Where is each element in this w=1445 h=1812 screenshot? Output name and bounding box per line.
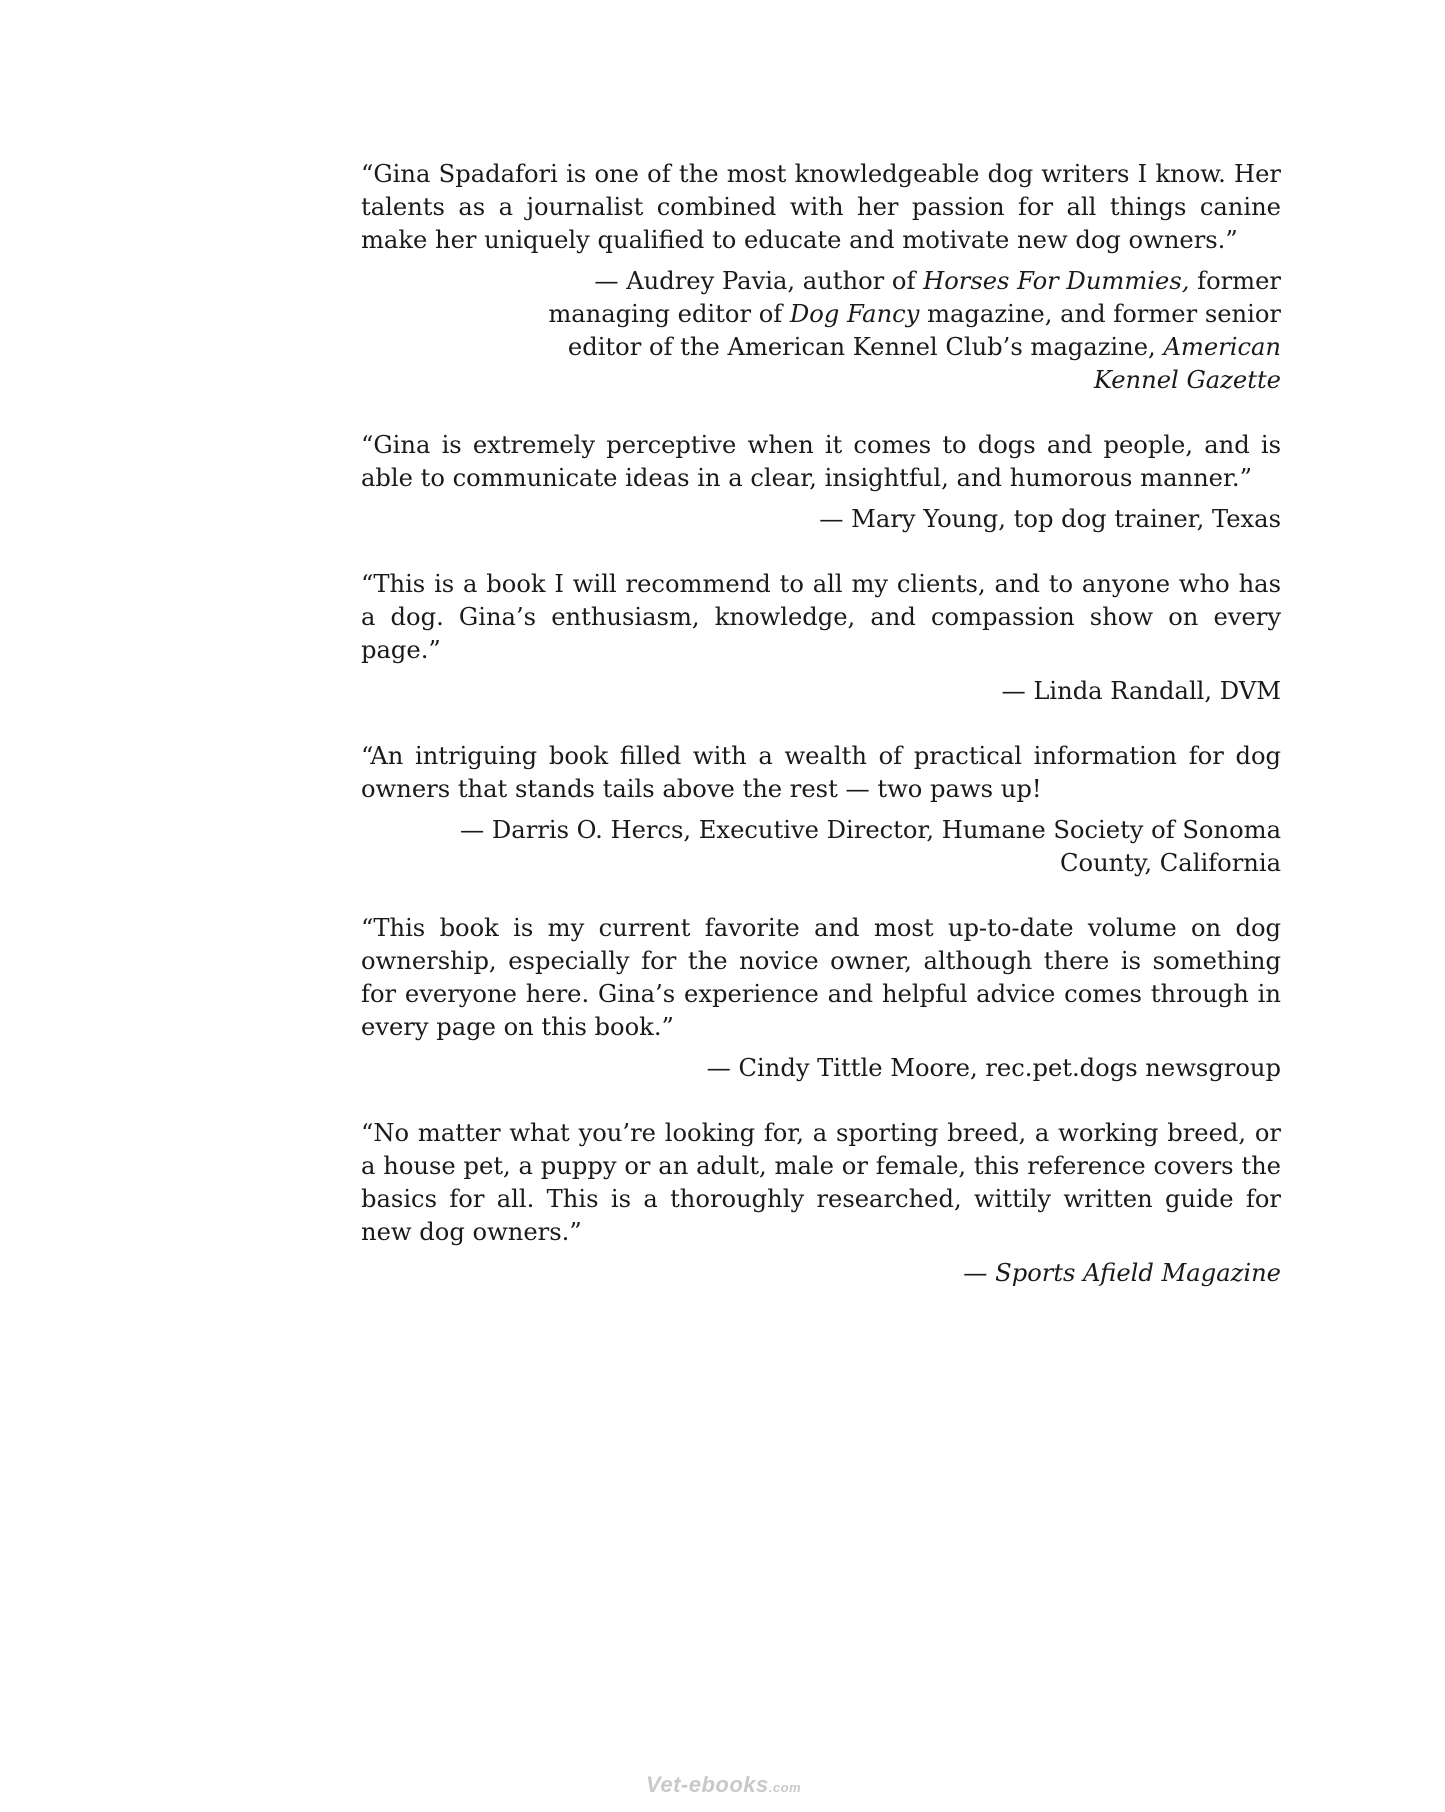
testimonial-3 [361, 568, 1281, 708]
testimonial-quote: “Gina is extremely perceptive when it comes to dogs and people, and is able to communicate ideas in a clear, insightful, and humorous manner.” [361, 431, 1281, 492]
testimonial-6 [361, 1117, 1281, 1290]
testimonial-attribution: — Cindy Tittle Moore, rec.pet.dogs newsgroup [706, 1054, 1281, 1082]
testimonial-5 [361, 912, 1281, 1085]
testimonial-attribution: — Darris O. Hercs, Executive Director, Humane Society of Sonoma County, California [460, 816, 1281, 877]
testimonial-attribution: — Linda Randall, DVM [1001, 677, 1281, 705]
testimonial-quote: “This is a book I will recommend to all my clients, and to anyone who has a dog. Gina’s enthusiasm, knowledge, and compassion show on every page.” [361, 570, 1281, 664]
testimonial-quote: “This book is my current favorite and most up-to-date volume on dog ownership, especially for the novice owner, although there is something for everyone here. Gina’s experience and helpful advice comes through in every page on this book.” [361, 914, 1281, 1041]
testimonial-2 [361, 429, 1281, 536]
attribution-text: former managing editor of [548, 267, 1281, 328]
magazine-title: Dog Fancy [789, 300, 920, 328]
testimonials-page [361, 158, 1281, 1322]
watermark-logo [646, 1772, 801, 1798]
testimonial-quote: “An intriguing book filled with a wealth of practical information for dog owners that stands tails above the rest — two paws up! [361, 742, 1281, 803]
attribution-text: — [963, 1259, 996, 1287]
watermark-text: Vet-ebooks [646, 1772, 769, 1797]
testimonial-quote: “Gina Spadafori is one of the most knowledgeable dog writers I know. Her talents as a journalist combined with her passion for all things canine make her uniquely qualified to educate and motivate new dog owners.” [361, 160, 1281, 254]
attribution-text: — Audrey Pavia, author of [594, 267, 924, 295]
book-title: Horses For Dummies, [923, 267, 1190, 295]
testimonial-attribution [361, 1257, 1281, 1290]
watermark-suffix: .com [768, 1780, 802, 1795]
magazine-title: Sports Afield Magazine [995, 1259, 1281, 1287]
testimonial-quote: “No matter what you’re looking for, a sporting breed, a working breed, or a house pet, a puppy or an adult, male or female, this reference covers the basics for all. This is a thoroughly researched, wittily written guide for new dog owners.” [361, 1119, 1281, 1246]
testimonial-4 [361, 740, 1281, 880]
attribution-text: magazine, and former senior editor of the American Kennel Club’s magazine, [567, 300, 1281, 361]
testimonial-1 [361, 158, 1281, 397]
magazine-title: American Kennel Gazette [1093, 333, 1281, 394]
testimonial-attribution: — Mary Young, top dog trainer, Texas [819, 505, 1281, 533]
testimonial-attribution [541, 265, 1281, 397]
